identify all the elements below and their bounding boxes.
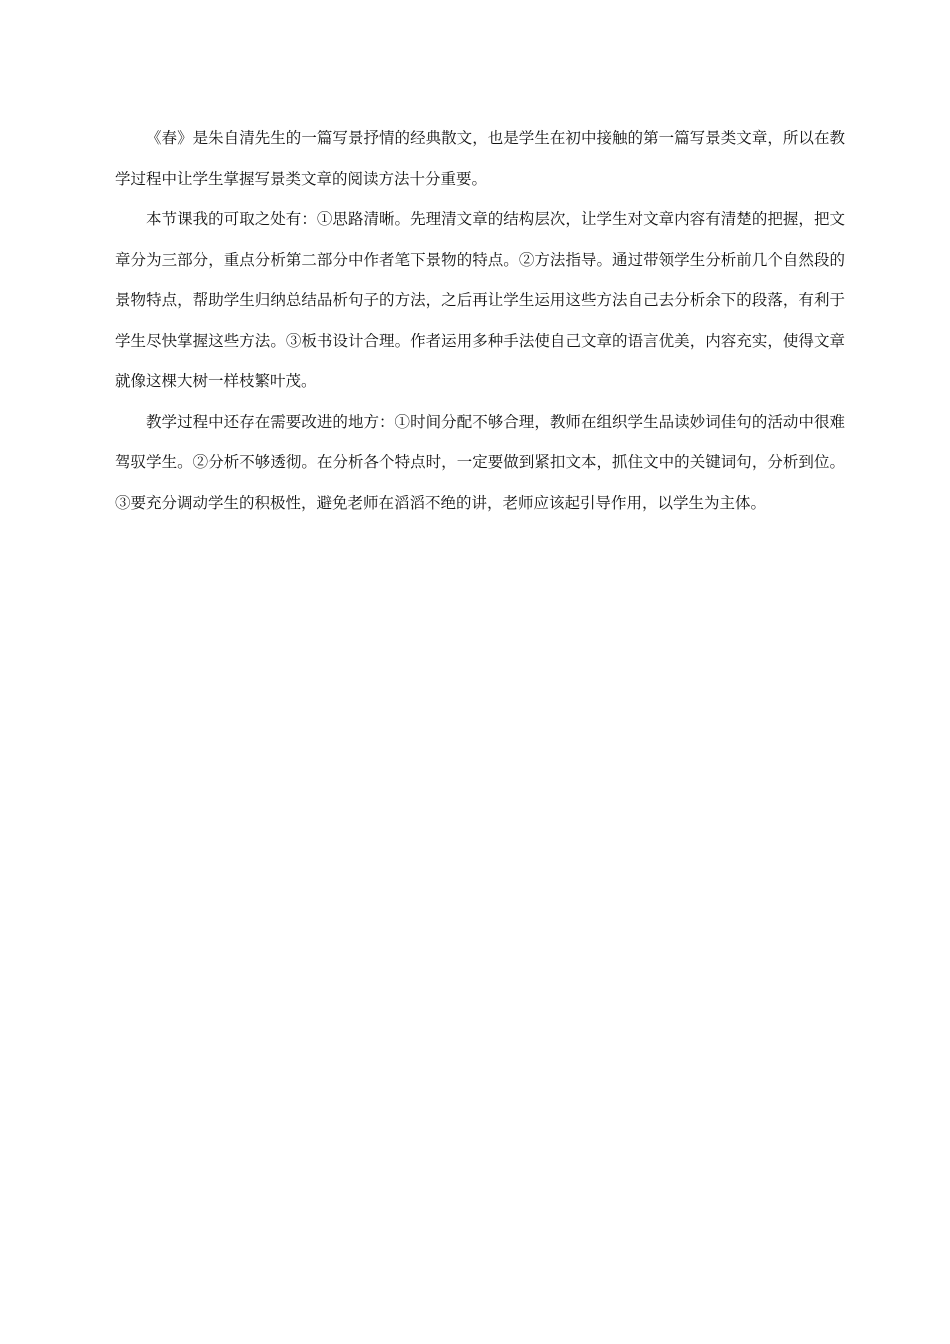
paragraph-intro: 《春》是朱自清先生的一篇写景抒情的经典散文，也是学生在初中接触的第一篇写景类文章，所以在教学过程中让学生掌握写景类文章的阅读方法十分重要。 [115,129,845,188]
paragraph-improvements: 教学过程中还存在需要改进的地方：①时间分配不够合理，教师在组织学生品读妙词佳句的活动中很难驾驭学生。②分析不够透彻。在分析各个特点时，一定要做到紧扣文本，抓住文中的关键词句，分析到位。③要充分调动学生的积极性，避免老师在滔滔不绝的讲，老师应该起引导作用，以学生为主体。 [115,412,845,512]
document-body [115,118,845,523]
paragraph-strengths: 本节课我的可取之处有：①思路清晰。先理清文章的结构层次，让学生对文章内容有清楚的把握，把文章分为三部分，重点分析第二部分中作者笔下景物的特点。②方法指导。通过带领学生分析前几个自然段的景物特点，帮助学生归纳总结品析句子的方法，之后再让学生运用这些方法自己去分析余下的段落，有利于学生尽快掌握这些方法。③板书设计合理。作者运用多种手法使自己文章的语言优美，内容充实，使得文章就像这棵大树一样枝繁叶茂。 [115,210,845,390]
